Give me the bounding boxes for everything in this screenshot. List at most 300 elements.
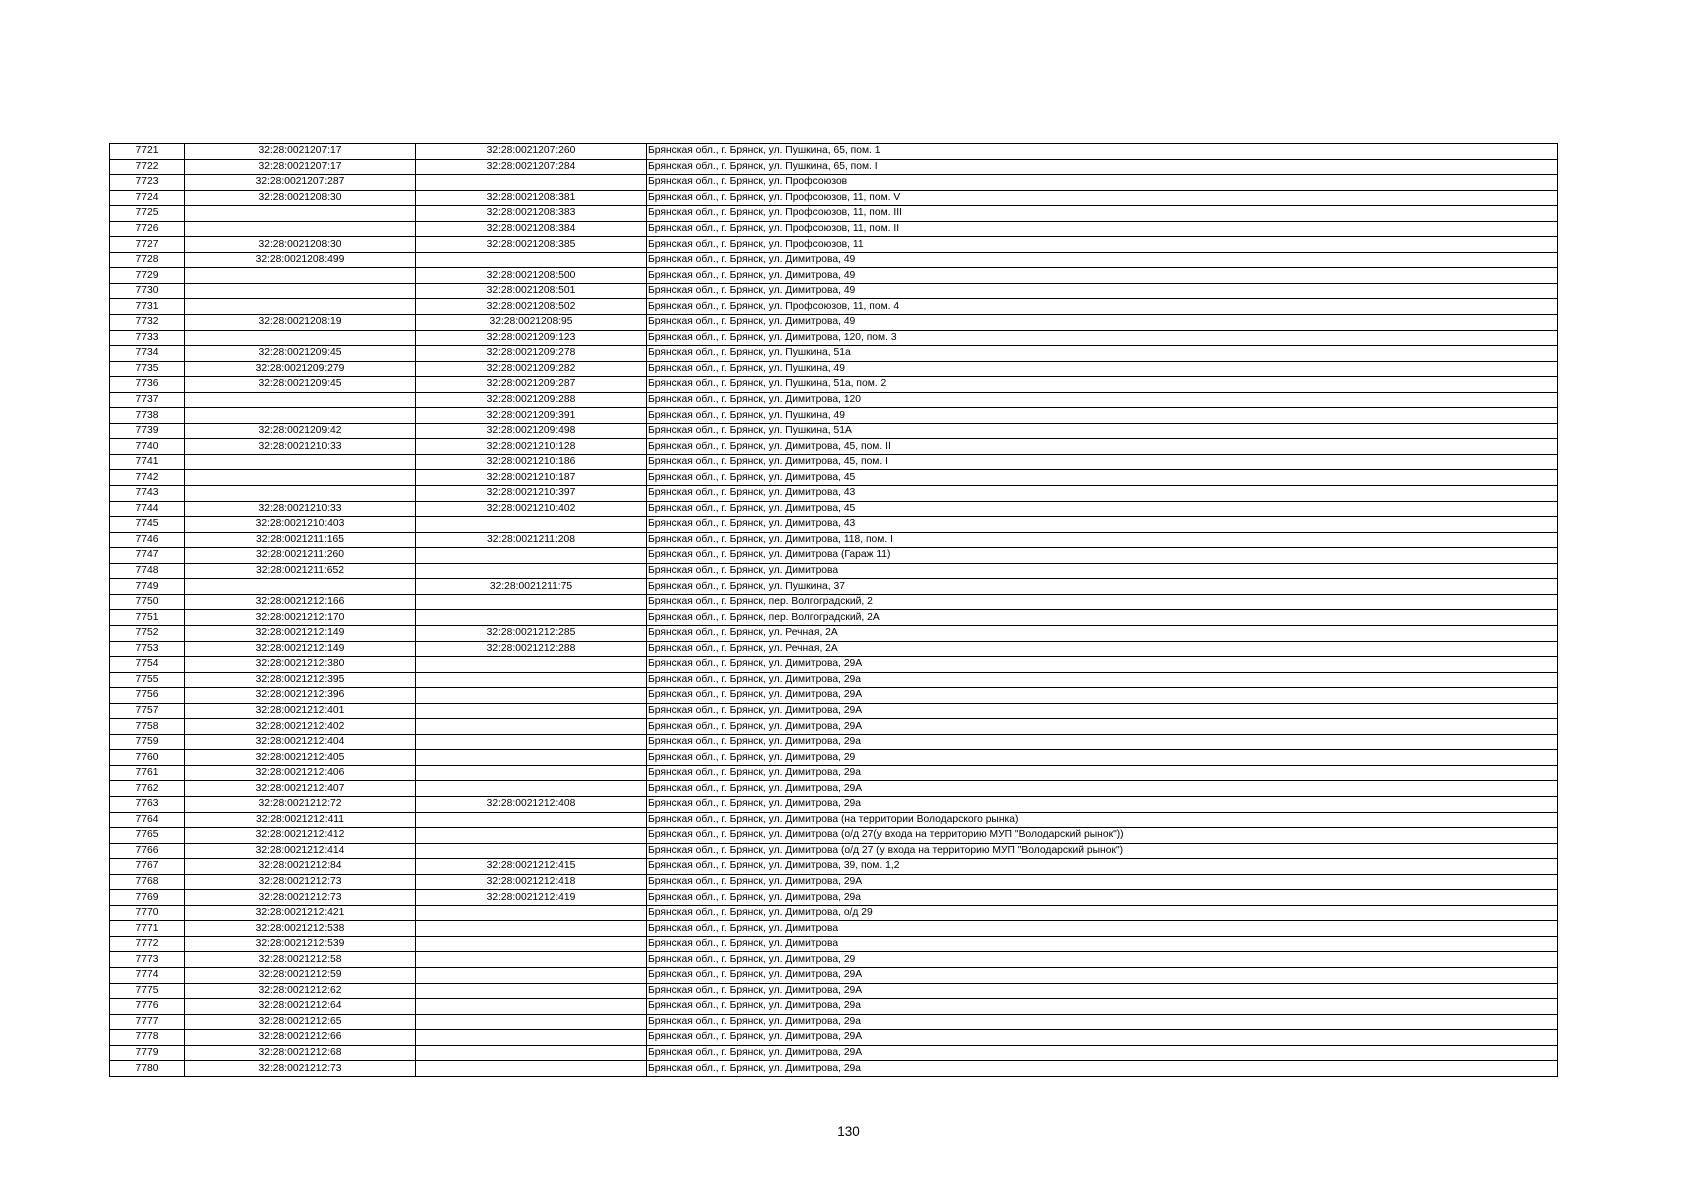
table-row (110, 237, 1558, 253)
address-cell: Брянская обл., г. Брянск, ул. Димитрова, 29а (647, 672, 1558, 688)
address-cell: Брянская обл., г. Брянск, ул. Димитрова (о/д 27 (у входа на территорию МУП "Володарский рынок") (647, 843, 1558, 859)
cadastral-table (109, 143, 1558, 1077)
land-cadastral-number-cell: 32:28:0021211:260 (185, 548, 416, 564)
address-cell: Брянская обл., г. Брянск, ул. Димитрова (647, 936, 1558, 952)
table-row (110, 548, 1558, 564)
row-number-cell: 7736 (110, 377, 185, 393)
object-cadastral-number-cell: 32:28:0021210:187 (416, 470, 647, 486)
object-cadastral-number-cell (416, 812, 647, 828)
land-cadastral-number-cell: 32:28:0021212:395 (185, 672, 416, 688)
land-cadastral-number-cell: 32:28:0021210:403 (185, 517, 416, 533)
table-row (110, 828, 1558, 844)
land-cadastral-number-cell: 32:28:0021210:33 (185, 439, 416, 455)
land-cadastral-number-cell: 32:28:0021210:33 (185, 501, 416, 517)
table-row (110, 299, 1558, 315)
table-body (110, 144, 1558, 1077)
table-row (110, 470, 1558, 486)
row-number-cell: 7741 (110, 454, 185, 470)
row-number-cell: 7748 (110, 563, 185, 579)
row-number-cell: 7761 (110, 765, 185, 781)
row-number-cell: 7767 (110, 859, 185, 875)
table-row (110, 952, 1558, 968)
address-cell: Брянская обл., г. Брянск, ул. Димитрова, о/д 29 (647, 905, 1558, 921)
object-cadastral-number-cell (416, 175, 647, 191)
address-cell: Брянская обл., г. Брянск, ул. Димитрова, 29а (647, 1061, 1558, 1077)
row-number-cell: 7723 (110, 175, 185, 191)
land-cadastral-number-cell: 32:28:0021212:538 (185, 921, 416, 937)
table-row (110, 283, 1558, 299)
table-row (110, 1061, 1558, 1077)
address-cell: Брянская обл., г. Брянск, ул. Речная, 2А (647, 625, 1558, 641)
table-row (110, 268, 1558, 284)
address-cell: Брянская обл., г. Брянск, ул. Димитрова, 29а (647, 999, 1558, 1015)
object-cadastral-number-cell: 32:28:0021210:186 (416, 454, 647, 470)
row-number-cell: 7739 (110, 423, 185, 439)
object-cadastral-number-cell: 32:28:0021209:278 (416, 346, 647, 362)
address-cell: Брянская обл., г. Брянск, ул. Димитрова, 29А (647, 1045, 1558, 1061)
object-cadastral-number-cell: 32:28:0021208:502 (416, 299, 647, 315)
address-cell: Брянская обл., г. Брянск, ул. Димитрова, 49 (647, 252, 1558, 268)
address-cell: Брянская обл., г. Брянск, ул. Профсоюзов, 11, пом. 4 (647, 299, 1558, 315)
land-cadastral-number-cell (185, 486, 416, 502)
row-number-cell: 7770 (110, 905, 185, 921)
row-number-cell: 7772 (110, 936, 185, 952)
table-row (110, 377, 1558, 393)
land-cadastral-number-cell (185, 454, 416, 470)
table-row (110, 688, 1558, 704)
object-cadastral-number-cell (416, 1045, 647, 1061)
object-cadastral-number-cell: 32:28:0021209:287 (416, 377, 647, 393)
object-cadastral-number-cell: 32:28:0021212:288 (416, 641, 647, 657)
address-cell: Брянская обл., г. Брянск, ул. Димитрова, 118, пом. I (647, 532, 1558, 548)
object-cadastral-number-cell (416, 921, 647, 937)
object-cadastral-number-cell: 32:28:0021212:418 (416, 874, 647, 890)
object-cadastral-number-cell (416, 563, 647, 579)
land-cadastral-number-cell: 32:28:0021212:402 (185, 719, 416, 735)
row-number-cell: 7722 (110, 159, 185, 175)
object-cadastral-number-cell (416, 657, 647, 673)
table-row (110, 159, 1558, 175)
table-row (110, 610, 1558, 626)
row-number-cell: 7753 (110, 641, 185, 657)
table-row (110, 517, 1558, 533)
row-number-cell: 7766 (110, 843, 185, 859)
address-cell: Брянская обл., г. Брянск, ул. Димитрова, 29А (647, 657, 1558, 673)
table-row (110, 719, 1558, 735)
table-row (110, 439, 1558, 455)
object-cadastral-number-cell: 32:28:0021209:282 (416, 361, 647, 377)
land-cadastral-number-cell: 32:28:0021212:166 (185, 594, 416, 610)
address-cell: Брянская обл., г. Брянск, ул. Димитрова, 45, пом. I (647, 454, 1558, 470)
address-cell: Брянская обл., г. Брянск, ул. Димитрова, 45 (647, 501, 1558, 517)
object-cadastral-number-cell (416, 719, 647, 735)
table-row (110, 750, 1558, 766)
land-cadastral-number-cell: 32:28:0021212:405 (185, 750, 416, 766)
row-number-cell: 7746 (110, 532, 185, 548)
row-number-cell: 7721 (110, 144, 185, 160)
object-cadastral-number-cell: 32:28:0021211:75 (416, 579, 647, 595)
land-cadastral-number-cell: 32:28:0021212:59 (185, 967, 416, 983)
address-cell: Брянская обл., г. Брянск, ул. Пушкина, 65, пом. 1 (647, 144, 1558, 160)
land-cadastral-number-cell: 32:28:0021207:287 (185, 175, 416, 191)
address-cell: Брянская обл., г. Брянск, ул. Димитрова, 29а (647, 734, 1558, 750)
object-cadastral-number-cell: 32:28:0021207:284 (416, 159, 647, 175)
row-number-cell: 7726 (110, 221, 185, 237)
table-row (110, 625, 1558, 641)
row-number-cell: 7778 (110, 1030, 185, 1046)
land-cadastral-number-cell (185, 299, 416, 315)
object-cadastral-number-cell (416, 781, 647, 797)
object-cadastral-number-cell: 32:28:0021209:288 (416, 392, 647, 408)
land-cadastral-number-cell: 32:28:0021211:165 (185, 532, 416, 548)
row-number-cell: 7774 (110, 967, 185, 983)
address-cell: Брянская обл., г. Брянск, ул. Профсоюзов, 11 (647, 237, 1558, 253)
object-cadastral-number-cell (416, 952, 647, 968)
land-cadastral-number-cell: 32:28:0021208:19 (185, 315, 416, 331)
table-row (110, 221, 1558, 237)
table-row (110, 703, 1558, 719)
row-number-cell: 7756 (110, 688, 185, 704)
row-number-cell: 7740 (110, 439, 185, 455)
row-number-cell: 7737 (110, 392, 185, 408)
row-number-cell: 7757 (110, 703, 185, 719)
land-cadastral-number-cell: 32:28:0021208:30 (185, 237, 416, 253)
address-cell: Брянская обл., г. Брянск, ул. Димитрова, 29А (647, 719, 1558, 735)
address-cell: Брянская обл., г. Брянск, ул. Димитрова, 45, пом. II (647, 439, 1558, 455)
object-cadastral-number-cell (416, 843, 647, 859)
row-number-cell: 7725 (110, 206, 185, 222)
row-number-cell: 7780 (110, 1061, 185, 1077)
address-cell: Брянская обл., г. Брянск, ул. Димитрова (о/д 27(у входа на территорию МУП "Володарский рынок")) (647, 828, 1558, 844)
object-cadastral-number-cell (416, 734, 647, 750)
row-number-cell: 7729 (110, 268, 185, 284)
row-number-cell: 7732 (110, 315, 185, 331)
row-number-cell: 7745 (110, 517, 185, 533)
table-row (110, 999, 1558, 1015)
address-cell: Брянская обл., г. Брянск, ул. Пушкина, 49 (647, 361, 1558, 377)
land-cadastral-number-cell (185, 579, 416, 595)
object-cadastral-number-cell (416, 594, 647, 610)
row-number-cell: 7760 (110, 750, 185, 766)
address-cell: Брянская обл., г. Брянск, ул. Профсоюзов, 11, пом. V (647, 190, 1558, 206)
address-cell: Брянская обл., г. Брянск, ул. Димитрова, 29а (647, 890, 1558, 906)
row-number-cell: 7765 (110, 828, 185, 844)
table-row (110, 361, 1558, 377)
table-row (110, 657, 1558, 673)
object-cadastral-number-cell: 32:28:0021212:419 (416, 890, 647, 906)
land-cadastral-number-cell: 32:28:0021212:73 (185, 890, 416, 906)
object-cadastral-number-cell: 32:28:0021207:260 (416, 144, 647, 160)
object-cadastral-number-cell (416, 252, 647, 268)
land-cadastral-number-cell: 32:28:0021207:17 (185, 144, 416, 160)
row-number-cell: 7771 (110, 921, 185, 937)
object-cadastral-number-cell (416, 936, 647, 952)
address-cell: Брянская обл., г. Брянск, ул. Димитрова, 49 (647, 268, 1558, 284)
table-row (110, 843, 1558, 859)
table-row (110, 1014, 1558, 1030)
page-number: 130 (837, 1124, 860, 1139)
object-cadastral-number-cell: 32:28:0021209:391 (416, 408, 647, 424)
row-number-cell: 7752 (110, 625, 185, 641)
land-cadastral-number-cell: 32:28:0021208:30 (185, 190, 416, 206)
object-cadastral-number-cell: 32:28:0021208:501 (416, 283, 647, 299)
address-cell: Брянская обл., г. Брянск, ул. Димитрова (647, 563, 1558, 579)
object-cadastral-number-cell (416, 828, 647, 844)
address-cell: Брянская обл., г. Брянск, ул. Димитрова, 45 (647, 470, 1558, 486)
object-cadastral-number-cell (416, 983, 647, 999)
object-cadastral-number-cell (416, 1061, 647, 1077)
object-cadastral-number-cell: 32:28:0021208:95 (416, 315, 647, 331)
address-cell: Брянская обл., г. Брянск, ул. Димитрова, 49 (647, 283, 1558, 299)
table-row (110, 532, 1558, 548)
object-cadastral-number-cell (416, 905, 647, 921)
row-number-cell: 7730 (110, 283, 185, 299)
land-cadastral-number-cell: 32:28:0021211:652 (185, 563, 416, 579)
object-cadastral-number-cell (416, 765, 647, 781)
table-row (110, 206, 1558, 222)
land-cadastral-number-cell: 32:28:0021212:412 (185, 828, 416, 844)
row-number-cell: 7724 (110, 190, 185, 206)
table-row (110, 330, 1558, 346)
row-number-cell: 7747 (110, 548, 185, 564)
row-number-cell: 7776 (110, 999, 185, 1015)
land-cadastral-number-cell: 32:28:0021208:499 (185, 252, 416, 268)
object-cadastral-number-cell (416, 672, 647, 688)
land-cadastral-number-cell: 32:28:0021209:42 (185, 423, 416, 439)
table-row (110, 579, 1558, 595)
row-number-cell: 7742 (110, 470, 185, 486)
address-cell: Брянская обл., г. Брянск, ул. Пушкина, 51а (647, 346, 1558, 362)
object-cadastral-number-cell (416, 999, 647, 1015)
address-cell: Брянская обл., г. Брянск, ул. Димитрова (на территории Володарского рынка) (647, 812, 1558, 828)
address-cell: Брянская обл., г. Брянск, ул. Профсоюзов (647, 175, 1558, 191)
row-number-cell: 7775 (110, 983, 185, 999)
address-cell: Брянская обл., г. Брянск, ул. Димитрова, 120, пом. 3 (647, 330, 1558, 346)
land-cadastral-number-cell: 32:28:0021209:279 (185, 361, 416, 377)
object-cadastral-number-cell (416, 517, 647, 533)
land-cadastral-number-cell: 32:28:0021212:411 (185, 812, 416, 828)
address-cell: Брянская обл., г. Брянск, ул. Димитрова, 29 (647, 952, 1558, 968)
land-cadastral-number-cell: 32:28:0021212:396 (185, 688, 416, 704)
table-row (110, 734, 1558, 750)
table-row (110, 812, 1558, 828)
land-cadastral-number-cell: 32:28:0021212:84 (185, 859, 416, 875)
table-row (110, 175, 1558, 191)
address-cell: Брянская обл., г. Брянск, ул. Димитрова (647, 921, 1558, 937)
land-cadastral-number-cell (185, 470, 416, 486)
land-cadastral-number-cell: 32:28:0021212:73 (185, 1061, 416, 1077)
address-cell: Брянская обл., г. Брянск, ул. Пушкина, 51А (647, 423, 1558, 439)
land-cadastral-number-cell (185, 268, 416, 284)
object-cadastral-number-cell: 32:28:0021209:498 (416, 423, 647, 439)
object-cadastral-number-cell (416, 1030, 647, 1046)
address-cell: Брянская обл., г. Брянск, ул. Пушкина, 51а, пом. 2 (647, 377, 1558, 393)
table-row (110, 144, 1558, 160)
land-cadastral-number-cell: 32:28:0021212:62 (185, 983, 416, 999)
table-row (110, 765, 1558, 781)
row-number-cell: 7754 (110, 657, 185, 673)
row-number-cell: 7734 (110, 346, 185, 362)
address-cell: Брянская обл., г. Брянск, ул. Профсоюзов, 11, пом. III (647, 206, 1558, 222)
land-cadastral-number-cell: 32:28:0021212:58 (185, 952, 416, 968)
address-cell: Брянская обл., г. Брянск, ул. Димитрова, 29а (647, 765, 1558, 781)
row-number-cell: 7731 (110, 299, 185, 315)
table-row (110, 890, 1558, 906)
row-number-cell: 7738 (110, 408, 185, 424)
object-cadastral-number-cell: 32:28:0021208:384 (416, 221, 647, 237)
table-row (110, 501, 1558, 517)
object-cadastral-number-cell: 32:28:0021208:383 (416, 206, 647, 222)
address-cell: Брянская обл., г. Брянск, ул. Димитрова, 29А (647, 781, 1558, 797)
table-row (110, 315, 1558, 331)
address-cell: Брянская обл., г. Брянск, ул. Димитрова (Гараж 11) (647, 548, 1558, 564)
table-row (110, 346, 1558, 362)
row-number-cell: 7751 (110, 610, 185, 626)
row-number-cell: 7727 (110, 237, 185, 253)
row-number-cell: 7773 (110, 952, 185, 968)
row-number-cell: 7750 (110, 594, 185, 610)
table-row (110, 905, 1558, 921)
object-cadastral-number-cell: 32:28:0021212:408 (416, 796, 647, 812)
land-cadastral-number-cell (185, 330, 416, 346)
table-row (110, 781, 1558, 797)
object-cadastral-number-cell (416, 548, 647, 564)
land-cadastral-number-cell: 32:28:0021209:45 (185, 346, 416, 362)
address-cell: Брянская обл., г. Брянск, ул. Речная, 2А (647, 641, 1558, 657)
land-cadastral-number-cell: 32:28:0021212:406 (185, 765, 416, 781)
object-cadastral-number-cell (416, 750, 647, 766)
land-cadastral-number-cell: 32:28:0021212:65 (185, 1014, 416, 1030)
land-cadastral-number-cell: 32:28:0021212:149 (185, 641, 416, 657)
object-cadastral-number-cell: 32:28:0021208:385 (416, 237, 647, 253)
land-cadastral-number-cell (185, 283, 416, 299)
land-cadastral-number-cell: 32:28:0021212:421 (185, 905, 416, 921)
table-row (110, 967, 1558, 983)
row-number-cell: 7769 (110, 890, 185, 906)
land-cadastral-number-cell: 32:28:0021212:73 (185, 874, 416, 890)
row-number-cell: 7743 (110, 486, 185, 502)
table-row (110, 641, 1558, 657)
address-cell: Брянская обл., г. Брянск, ул. Димитрова, 29А (647, 688, 1558, 704)
land-cadastral-number-cell: 32:28:0021212:407 (185, 781, 416, 797)
land-cadastral-number-cell: 32:28:0021212:401 (185, 703, 416, 719)
land-cadastral-number-cell: 32:28:0021212:414 (185, 843, 416, 859)
object-cadastral-number-cell: 32:28:0021210:128 (416, 439, 647, 455)
table-row (110, 796, 1558, 812)
land-cadastral-number-cell: 32:28:0021209:45 (185, 377, 416, 393)
object-cadastral-number-cell (416, 610, 647, 626)
object-cadastral-number-cell: 32:28:0021212:415 (416, 859, 647, 875)
row-number-cell: 7749 (110, 579, 185, 595)
table-row (110, 563, 1558, 579)
address-cell: Брянская обл., г. Брянск, ул. Димитрова, 120 (647, 392, 1558, 408)
row-number-cell: 7768 (110, 874, 185, 890)
address-cell: Брянская обл., г. Брянск, ул. Димитрова, 49 (647, 315, 1558, 331)
object-cadastral-number-cell: 32:28:0021210:402 (416, 501, 647, 517)
address-cell: Брянская обл., г. Брянск, ул. Пушкина, 65, пом. I (647, 159, 1558, 175)
land-cadastral-number-cell: 32:28:0021212:404 (185, 734, 416, 750)
row-number-cell: 7758 (110, 719, 185, 735)
row-number-cell: 7759 (110, 734, 185, 750)
land-cadastral-number-cell (185, 206, 416, 222)
address-cell: Брянская обл., г. Брянск, пер. Волгоградский, 2А (647, 610, 1558, 626)
address-cell: Брянская обл., г. Брянск, ул. Димитрова, 29А (647, 1030, 1558, 1046)
row-number-cell: 7735 (110, 361, 185, 377)
land-cadastral-number-cell: 32:28:0021212:64 (185, 999, 416, 1015)
land-cadastral-number-cell (185, 392, 416, 408)
object-cadastral-number-cell (416, 703, 647, 719)
table-row (110, 486, 1558, 502)
address-cell: Брянская обл., г. Брянск, ул. Димитрова, 29а (647, 1014, 1558, 1030)
row-number-cell: 7744 (110, 501, 185, 517)
address-cell: Брянская обл., г. Брянск, ул. Димитрова, 29 (647, 750, 1558, 766)
object-cadastral-number-cell: 32:28:0021209:123 (416, 330, 647, 346)
table-row (110, 454, 1558, 470)
row-number-cell: 7762 (110, 781, 185, 797)
land-cadastral-number-cell: 32:28:0021212:68 (185, 1045, 416, 1061)
address-cell: Брянская обл., г. Брянск, ул. Димитрова, 29А (647, 703, 1558, 719)
object-cadastral-number-cell (416, 1014, 647, 1030)
table-row (110, 672, 1558, 688)
table-row (110, 1045, 1558, 1061)
object-cadastral-number-cell: 32:28:0021210:397 (416, 486, 647, 502)
address-cell: Брянская обл., г. Брянск, ул. Димитрова, 39, пом. 1,2 (647, 859, 1558, 875)
row-number-cell: 7777 (110, 1014, 185, 1030)
address-cell: Брянская обл., г. Брянск, ул. Пушкина, 49 (647, 408, 1558, 424)
land-cadastral-number-cell: 32:28:0021212:72 (185, 796, 416, 812)
land-cadastral-number-cell: 32:28:0021212:539 (185, 936, 416, 952)
land-cadastral-number-cell: 32:28:0021212:149 (185, 625, 416, 641)
object-cadastral-number-cell: 32:28:0021212:285 (416, 625, 647, 641)
object-cadastral-number-cell: 32:28:0021208:381 (416, 190, 647, 206)
address-cell: Брянская обл., г. Брянск, ул. Димитрова, 29А (647, 967, 1558, 983)
table-row (110, 594, 1558, 610)
land-cadastral-number-cell: 32:28:0021207:17 (185, 159, 416, 175)
land-cadastral-number-cell (185, 221, 416, 237)
table-row (110, 252, 1558, 268)
table-row (110, 392, 1558, 408)
row-number-cell: 7728 (110, 252, 185, 268)
table-row (110, 408, 1558, 424)
address-cell: Брянская обл., г. Брянск, ул. Димитрова, 29А (647, 983, 1558, 999)
table-row (110, 983, 1558, 999)
object-cadastral-number-cell (416, 688, 647, 704)
address-cell: Брянская обл., г. Брянск, ул. Димитрова, 29А (647, 874, 1558, 890)
land-cadastral-number-cell: 32:28:0021212:170 (185, 610, 416, 626)
row-number-cell: 7764 (110, 812, 185, 828)
table-row (110, 859, 1558, 875)
address-cell: Брянская обл., г. Брянск, ул. Пушкина, 37 (647, 579, 1558, 595)
object-cadastral-number-cell: 32:28:0021208:500 (416, 268, 647, 284)
table-row (110, 423, 1558, 439)
table-row (110, 936, 1558, 952)
address-cell: Брянская обл., г. Брянск, ул. Димитрова, 43 (647, 517, 1558, 533)
land-cadastral-number-cell: 32:28:0021212:66 (185, 1030, 416, 1046)
row-number-cell: 7733 (110, 330, 185, 346)
address-cell: Брянская обл., г. Брянск, ул. Профсоюзов, 11, пом. II (647, 221, 1558, 237)
address-cell: Брянская обл., г. Брянск, пер. Волгоградский, 2 (647, 594, 1558, 610)
table-row (110, 874, 1558, 890)
object-cadastral-number-cell (416, 967, 647, 983)
land-cadastral-number-cell: 32:28:0021212:380 (185, 657, 416, 673)
row-number-cell: 7763 (110, 796, 185, 812)
table-row (110, 1030, 1558, 1046)
address-cell: Брянская обл., г. Брянск, ул. Димитрова, 29а (647, 796, 1558, 812)
row-number-cell: 7779 (110, 1045, 185, 1061)
land-cadastral-number-cell (185, 408, 416, 424)
address-cell: Брянская обл., г. Брянск, ул. Димитрова, 43 (647, 486, 1558, 502)
object-cadastral-number-cell: 32:28:0021211:208 (416, 532, 647, 548)
